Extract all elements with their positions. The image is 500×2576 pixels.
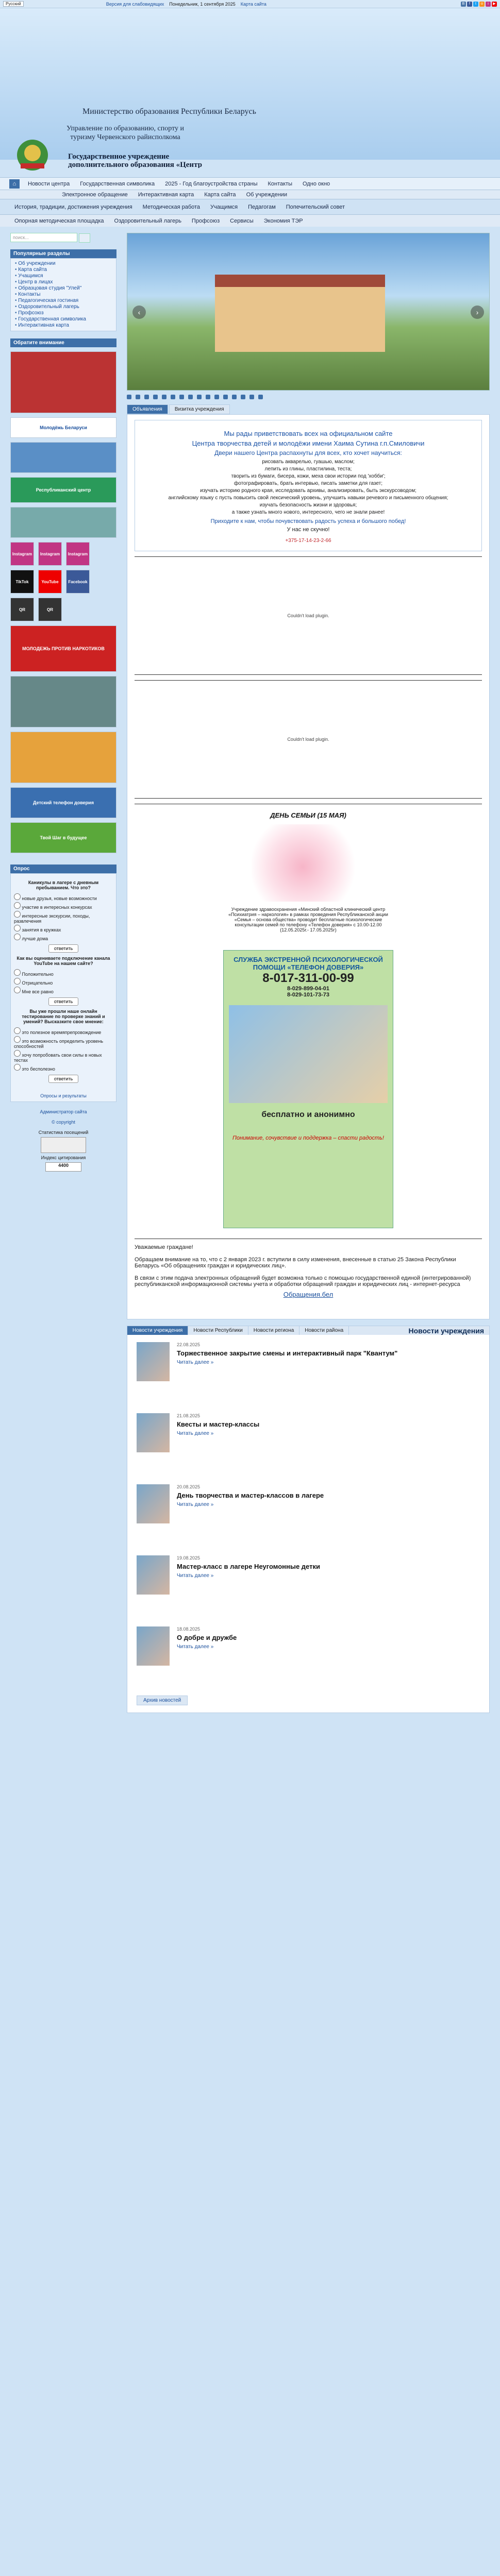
news-headline[interactable]: Мастер-класс в лагере Неугомонные детки <box>177 1563 320 1570</box>
news-thumb[interactable] <box>137 1342 170 1381</box>
current-date: Понедельник, 1 сентября 2025 <box>169 1 236 7</box>
search-input[interactable]: поиск... <box>10 233 77 242</box>
nav-contacts[interactable]: Контакты <box>268 180 293 187</box>
facebook-embed: Couldn't load plugin. <box>135 556 482 675</box>
banner-nature[interactable] <box>10 507 116 538</box>
nav-about[interactable]: Об учреждении <box>246 191 288 198</box>
attention-title: Обратите внимание <box>10 338 116 347</box>
welcome-box <box>135 420 482 551</box>
slide-dot[interactable] <box>258 395 263 399</box>
slide-dot[interactable] <box>214 395 219 399</box>
activity-item: а также узнать много нового, интересного, чего не знали ранее! <box>231 510 385 515</box>
poll-option[interactable]: это полезное времяпрепровождение <box>14 1027 113 1035</box>
news-item <box>127 1548 489 1619</box>
banner-center[interactable]: Республиканский центр <box>10 477 116 503</box>
news-thumb[interactable] <box>137 1484 170 1523</box>
ministry-title: Министерство образования Республики Беларусь <box>82 107 256 116</box>
banner-link[interactable] <box>10 442 116 473</box>
family-illustration <box>252 824 365 902</box>
appeal-link[interactable]: Обращения.бел <box>283 1291 334 1298</box>
slide-dot[interactable] <box>127 395 131 399</box>
popular-item[interactable]: • Интерактивная карта <box>15 323 112 329</box>
popular-item[interactable]: • Контакты <box>15 292 112 298</box>
top-bar <box>0 0 500 8</box>
poll-question: Как вы оцениваете подключение канала YouTube на нашем сайте? <box>16 956 110 966</box>
youtube-icon[interactable]: ▶ <box>492 2 497 7</box>
nav-symbols[interactable]: Государственная символика <box>80 180 155 187</box>
slide-dot[interactable] <box>249 395 254 399</box>
slide-dot[interactable] <box>153 395 158 399</box>
twitter-icon[interactable]: t <box>473 2 478 7</box>
family-title: ДЕНЬ СЕМЬИ (15 МАЯ) <box>270 811 346 819</box>
news-block <box>127 1326 490 1713</box>
poll-option[interactable]: хочу попробовать свои силы в новых тестах <box>14 1050 113 1063</box>
site-header <box>0 8 500 168</box>
news-headline[interactable]: О добре и дружбе <box>177 1634 237 1641</box>
banner-youtube[interactable]: YouTube <box>38 570 62 594</box>
activity-item: фотографировать, брать интервью, писать заметки для газет; <box>234 481 382 486</box>
come-text: Приходите к нам, чтобы почувствовать радость успеха и большого побед! <box>210 518 406 524</box>
slide-dot[interactable] <box>179 395 184 399</box>
counter-image <box>41 1137 86 1153</box>
nav-students[interactable]: Учащимся <box>210 204 238 210</box>
banner-qr[interactable]: QR <box>10 598 34 621</box>
popular-title: Популярные разделы <box>10 249 116 258</box>
poll-option[interactable]: занятия в кружках <box>14 925 113 933</box>
instagram-icon[interactable]: i <box>486 2 491 7</box>
news-date: 22.08.2025 <box>177 1342 201 1347</box>
nav-services[interactable]: Сервисы <box>230 217 254 224</box>
nav-camp[interactable]: Оздоровительный лагерь <box>114 217 181 224</box>
activity-item: рисовать акварелью, гуашью, маслом; <box>262 459 355 465</box>
news-tab[interactable]: Новости района <box>299 1326 349 1335</box>
news-date: 19.08.2025 <box>177 1555 201 1561</box>
star-banner[interactable] <box>10 351 116 413</box>
index-label: Индекс цитирования <box>41 1155 86 1160</box>
read-more-link[interactable]: Читать далее » <box>177 1573 214 1579</box>
poster-footer: Понимание, сочувствие и поддержка – спасти радость! <box>232 1135 384 1141</box>
nav-board[interactable]: Попечительский совет <box>286 204 345 210</box>
poster-title: СЛУЖБА ЭКСТРЕННОЙ ПСИХОЛОГИЧЕСКОЙ ПОМОЩИ «ТЕЛЕФОН ДОВЕРИЯ» <box>234 956 383 971</box>
slide-dot[interactable] <box>136 395 140 399</box>
popular-item[interactable]: • Образцовая студия "Улей" <box>15 285 112 292</box>
hands-image <box>229 1005 388 1103</box>
nav-year[interactable]: 2025 - Год благоустройства страны <box>165 180 258 187</box>
search-icon[interactable] <box>79 233 90 243</box>
sidebar <box>10 233 116 1174</box>
slide-dot[interactable] <box>241 395 245 399</box>
nav-energy[interactable]: Экономия ТЭР <box>263 217 303 224</box>
phone-link[interactable]: +375-17-14-23-2-66 <box>285 538 331 544</box>
vk-icon[interactable]: В <box>461 2 466 7</box>
vote-button[interactable]: ответить <box>48 944 78 953</box>
nav-teachers[interactable]: Педагогам <box>248 204 276 210</box>
poll-option[interactable]: это возможность определить уровень способностей <box>14 1036 113 1049</box>
poster-number-2: 8-029-899-04-01 <box>287 986 329 992</box>
poll-question: Вы уже прошли наше онлайн тестирование по проверке знаний и умений? Высказките свое мнение: <box>22 1009 105 1024</box>
social-icons <box>461 2 497 7</box>
banner-drugs[interactable]: МОЛОДЕЖЬ ПРОТИВ НАРКОТИКОВ <box>10 625 116 672</box>
poll-option[interactable]: новые друзья, новые возможности <box>14 893 113 901</box>
news-headline[interactable]: День творчества и мастер-классов в лагере <box>177 1492 324 1499</box>
news-thumb[interactable] <box>137 1555 170 1595</box>
news-headline[interactable]: Торжественное закрытие смены и интерактивный парк "Квантум" <box>177 1349 398 1357</box>
nav-news[interactable]: Новости центра <box>28 180 70 187</box>
banner-youth[interactable]: Молодёжь Беларуси <box>10 417 116 438</box>
appeal-block <box>135 1239 482 1298</box>
banner-instagram[interactable]: Instagram <box>10 542 34 566</box>
slide-dot[interactable] <box>223 395 228 399</box>
popular-item[interactable]: • Профсоюз <box>15 310 112 316</box>
prev-arrow-icon[interactable]: ‹ <box>132 306 146 319</box>
slide-dot[interactable] <box>206 395 210 399</box>
slide-dot[interactable] <box>232 395 237 399</box>
low-vision-link[interactable]: Версия для слабовидящих <box>106 1 164 7</box>
tertiary-nav <box>0 199 500 214</box>
welcome-text: Мы рады приветствовать всех на официальном сайте <box>224 430 393 437</box>
main-content <box>127 233 490 1713</box>
activity-item: лепить из глины, пластилина, теста; <box>264 466 352 472</box>
news-item <box>127 1335 489 1406</box>
info-tabs <box>127 404 490 414</box>
institution-title: Государственное учреждение дополнительного образования «Центр <box>68 152 202 168</box>
site-map-link[interactable]: Карта сайта <box>240 1 266 7</box>
facebook-icon[interactable]: f <box>467 2 472 7</box>
admin-link[interactable]: Администратор сайта <box>40 1109 87 1114</box>
nav-e-appeal[interactable]: Электронное обращение <box>62 191 128 198</box>
news-date: 18.08.2025 <box>177 1626 201 1632</box>
activity-item: изучать безопасность жизни и здоровья; <box>259 502 357 508</box>
slide-dot[interactable] <box>188 395 193 399</box>
tab-card[interactable]: Визитка учреждения <box>169 404 230 414</box>
activity-item: изучать историю родного края, исследовать архивы, анализировать, быть экскурсоводом; <box>200 488 416 494</box>
nav-union[interactable]: Профсоюз <box>191 217 220 224</box>
news-item <box>127 1619 489 1690</box>
nav-methodical[interactable]: Методическая работа <box>142 204 201 210</box>
department-title: Управление по образованию, спорту и туризму Червенского райисполкома <box>66 125 185 141</box>
banner-instagram[interactable]: Instagram <box>38 542 62 566</box>
language-select[interactable]: Русский <box>3 1 24 7</box>
hotline-poster <box>223 950 393 1228</box>
secondary-nav <box>0 190 500 199</box>
appeal-heading: Уважаемые граждане! <box>135 1244 193 1250</box>
poll-question: Каникулы в лагере с дневным пребыванием. Что это? <box>28 880 99 890</box>
stats-label: Статистика посещений <box>38 1130 89 1135</box>
popular-item[interactable]: • Педагогическая гостиная <box>15 298 112 304</box>
tab-ads[interactable]: Объявления <box>127 404 168 414</box>
poster-number: 8-017-311-00-99 <box>262 971 354 985</box>
vote-button[interactable]: ответить <box>48 1075 78 1083</box>
center-name: Центра творчества детей и молодёжи имени Хаима Сутина г.п.Смиловичи <box>192 439 425 447</box>
ads-panel <box>127 414 490 1319</box>
school-building-photo <box>215 275 385 352</box>
news-tab[interactable]: Новости Республики <box>188 1326 248 1335</box>
appeal-text: Обращаем внимание на то, что с 2 января 2023 г. вступили в силу изменения, внесенные в статью 25 Закона Республики Беларусь «Об обращениях граждан и юридических лиц». <box>135 1257 456 1269</box>
facebook-embed: Couldn't load plugin. <box>135 680 482 799</box>
next-arrow-icon[interactable]: › <box>471 306 484 319</box>
popular-list <box>10 258 116 331</box>
popular-item[interactable]: • Оздоровительный лагерь <box>15 304 112 310</box>
poster-free: бесплатно и анонимно <box>261 1110 355 1119</box>
poll-option[interactable]: Отрицательно <box>14 978 113 986</box>
news-tabs <box>127 1326 489 1335</box>
news-headline[interactable]: Квесты и мастер-классы <box>177 1420 260 1428</box>
news-tab[interactable]: Новости учреждения <box>127 1326 188 1335</box>
banner-photo[interactable] <box>10 676 116 727</box>
banner-qr[interactable]: QR <box>38 598 62 621</box>
appeal-text-2: В связи с этим подача электронных обращений будет возможна только с помощью государственной единой (интегрированной) республиканской информационной системы учета и обработки обращений граждан и юридических лиц - интернет-ресурса <box>135 1275 471 1287</box>
poll-option[interactable]: Положительно <box>14 969 113 977</box>
nav-platform[interactable]: Опорная методическая площадка <box>14 217 104 224</box>
poll-option[interactable]: это бесполезно <box>14 1064 113 1072</box>
banner-facebook[interactable]: Facebook <box>66 570 90 594</box>
news-title: Новости учреждения <box>408 1326 484 1335</box>
doors-text: Двери нашего Центра распахнуты для всех, кто хочет научиться: <box>214 449 402 456</box>
poll-box <box>10 873 116 1102</box>
slider-dots <box>127 391 490 403</box>
state-emblem-icon <box>15 134 49 176</box>
popular-item[interactable]: • Государственная символика <box>15 316 112 323</box>
slide-dot[interactable] <box>144 395 149 399</box>
banner-tiktok[interactable]: TikTok <box>10 570 34 594</box>
photo-slider <box>127 233 490 391</box>
banner-list <box>10 347 116 857</box>
wait-text: У нас не скучно! <box>287 527 330 533</box>
poll-title: Опрос <box>10 865 116 873</box>
banner-photo2[interactable] <box>10 732 116 783</box>
popular-item[interactable]: • Учащимся <box>15 273 112 279</box>
nav-sitemap[interactable]: Карта сайта <box>204 191 236 198</box>
popular-item[interactable]: • Центр в лицах <box>15 279 112 285</box>
poll-option[interactable]: лучше дома <box>14 934 113 941</box>
nav-history[interactable]: История, традиции, достижения учреждения <box>14 204 132 210</box>
banner-step[interactable]: Твой Шаг в будущее <box>10 822 116 853</box>
news-item <box>127 1406 489 1477</box>
news-item <box>127 1477 489 1548</box>
news-date: 21.08.2025 <box>177 1413 201 1418</box>
slide-dot[interactable] <box>197 395 202 399</box>
ok-icon[interactable]: o <box>479 2 485 7</box>
banner-instagram[interactable]: Instagram <box>66 542 90 566</box>
read-more-link[interactable]: Читать далее » <box>177 1644 214 1650</box>
news-thumb[interactable] <box>137 1413 170 1452</box>
poll-option[interactable]: Мне все равно <box>14 987 113 994</box>
news-archive-button[interactable]: Архив новостей <box>137 1696 188 1705</box>
nav-map[interactable]: Интерактивная карта <box>138 191 194 198</box>
slide-dot[interactable] <box>171 395 175 399</box>
activity-list <box>140 459 476 516</box>
main-nav <box>0 177 500 190</box>
read-more-link[interactable]: Читать далее » <box>177 1431 214 1436</box>
popular-item[interactable]: • Об учреждении <box>15 261 112 267</box>
family-text: Учреждение здравоохранения «Минский областной клинический центр «Психиатрия – наркология» в рамках проведения Республиканской акции «Семья – основа общества» проводит бесплатные психологические консультации семей по телефону «Телефон доверия» с 10.00-12.00 (12.05.2025г.- 17.05.2025г) <box>228 907 388 933</box>
poster-number-3: 8-029-101-73-73 <box>287 992 329 998</box>
family-day-block <box>135 804 482 940</box>
copyright-link[interactable]: © copyright <box>52 1120 75 1125</box>
news-date: 20.08.2025 <box>177 1484 201 1489</box>
vote-button[interactable]: ответить <box>48 997 78 1006</box>
news-tab[interactable]: Новости региона <box>248 1326 300 1335</box>
nav-one-window[interactable]: Одно окно <box>303 180 330 187</box>
popular-item[interactable]: • Карта сайта <box>15 267 112 273</box>
polls-archive-link[interactable]: Опросы и результаты <box>40 1093 87 1098</box>
poll-option[interactable]: участие в интересных конкурсах <box>14 902 113 910</box>
news-thumb[interactable] <box>137 1626 170 1666</box>
read-more-link[interactable]: Читать далее » <box>177 1502 214 1507</box>
banner-hotline[interactable]: Детский телефон доверия <box>10 787 116 818</box>
quaternary-nav <box>0 214 500 227</box>
activity-item: творить из бумаги, бисера, кожи, меха свои истории под 'хобби'; <box>231 473 386 479</box>
citation-index: 4400 <box>45 1162 81 1172</box>
slide-dot[interactable] <box>162 395 166 399</box>
home-icon[interactable]: ⌂ <box>9 179 20 189</box>
read-more-link[interactable]: Читать далее » <box>177 1360 214 1365</box>
poll-option[interactable]: интересные экскурсии, походы, развлечения <box>14 911 113 924</box>
activity-item: английскому языку с пусть повысить свой лексический уровень, улучшить навыки речевого и письменного общения; <box>168 495 448 501</box>
